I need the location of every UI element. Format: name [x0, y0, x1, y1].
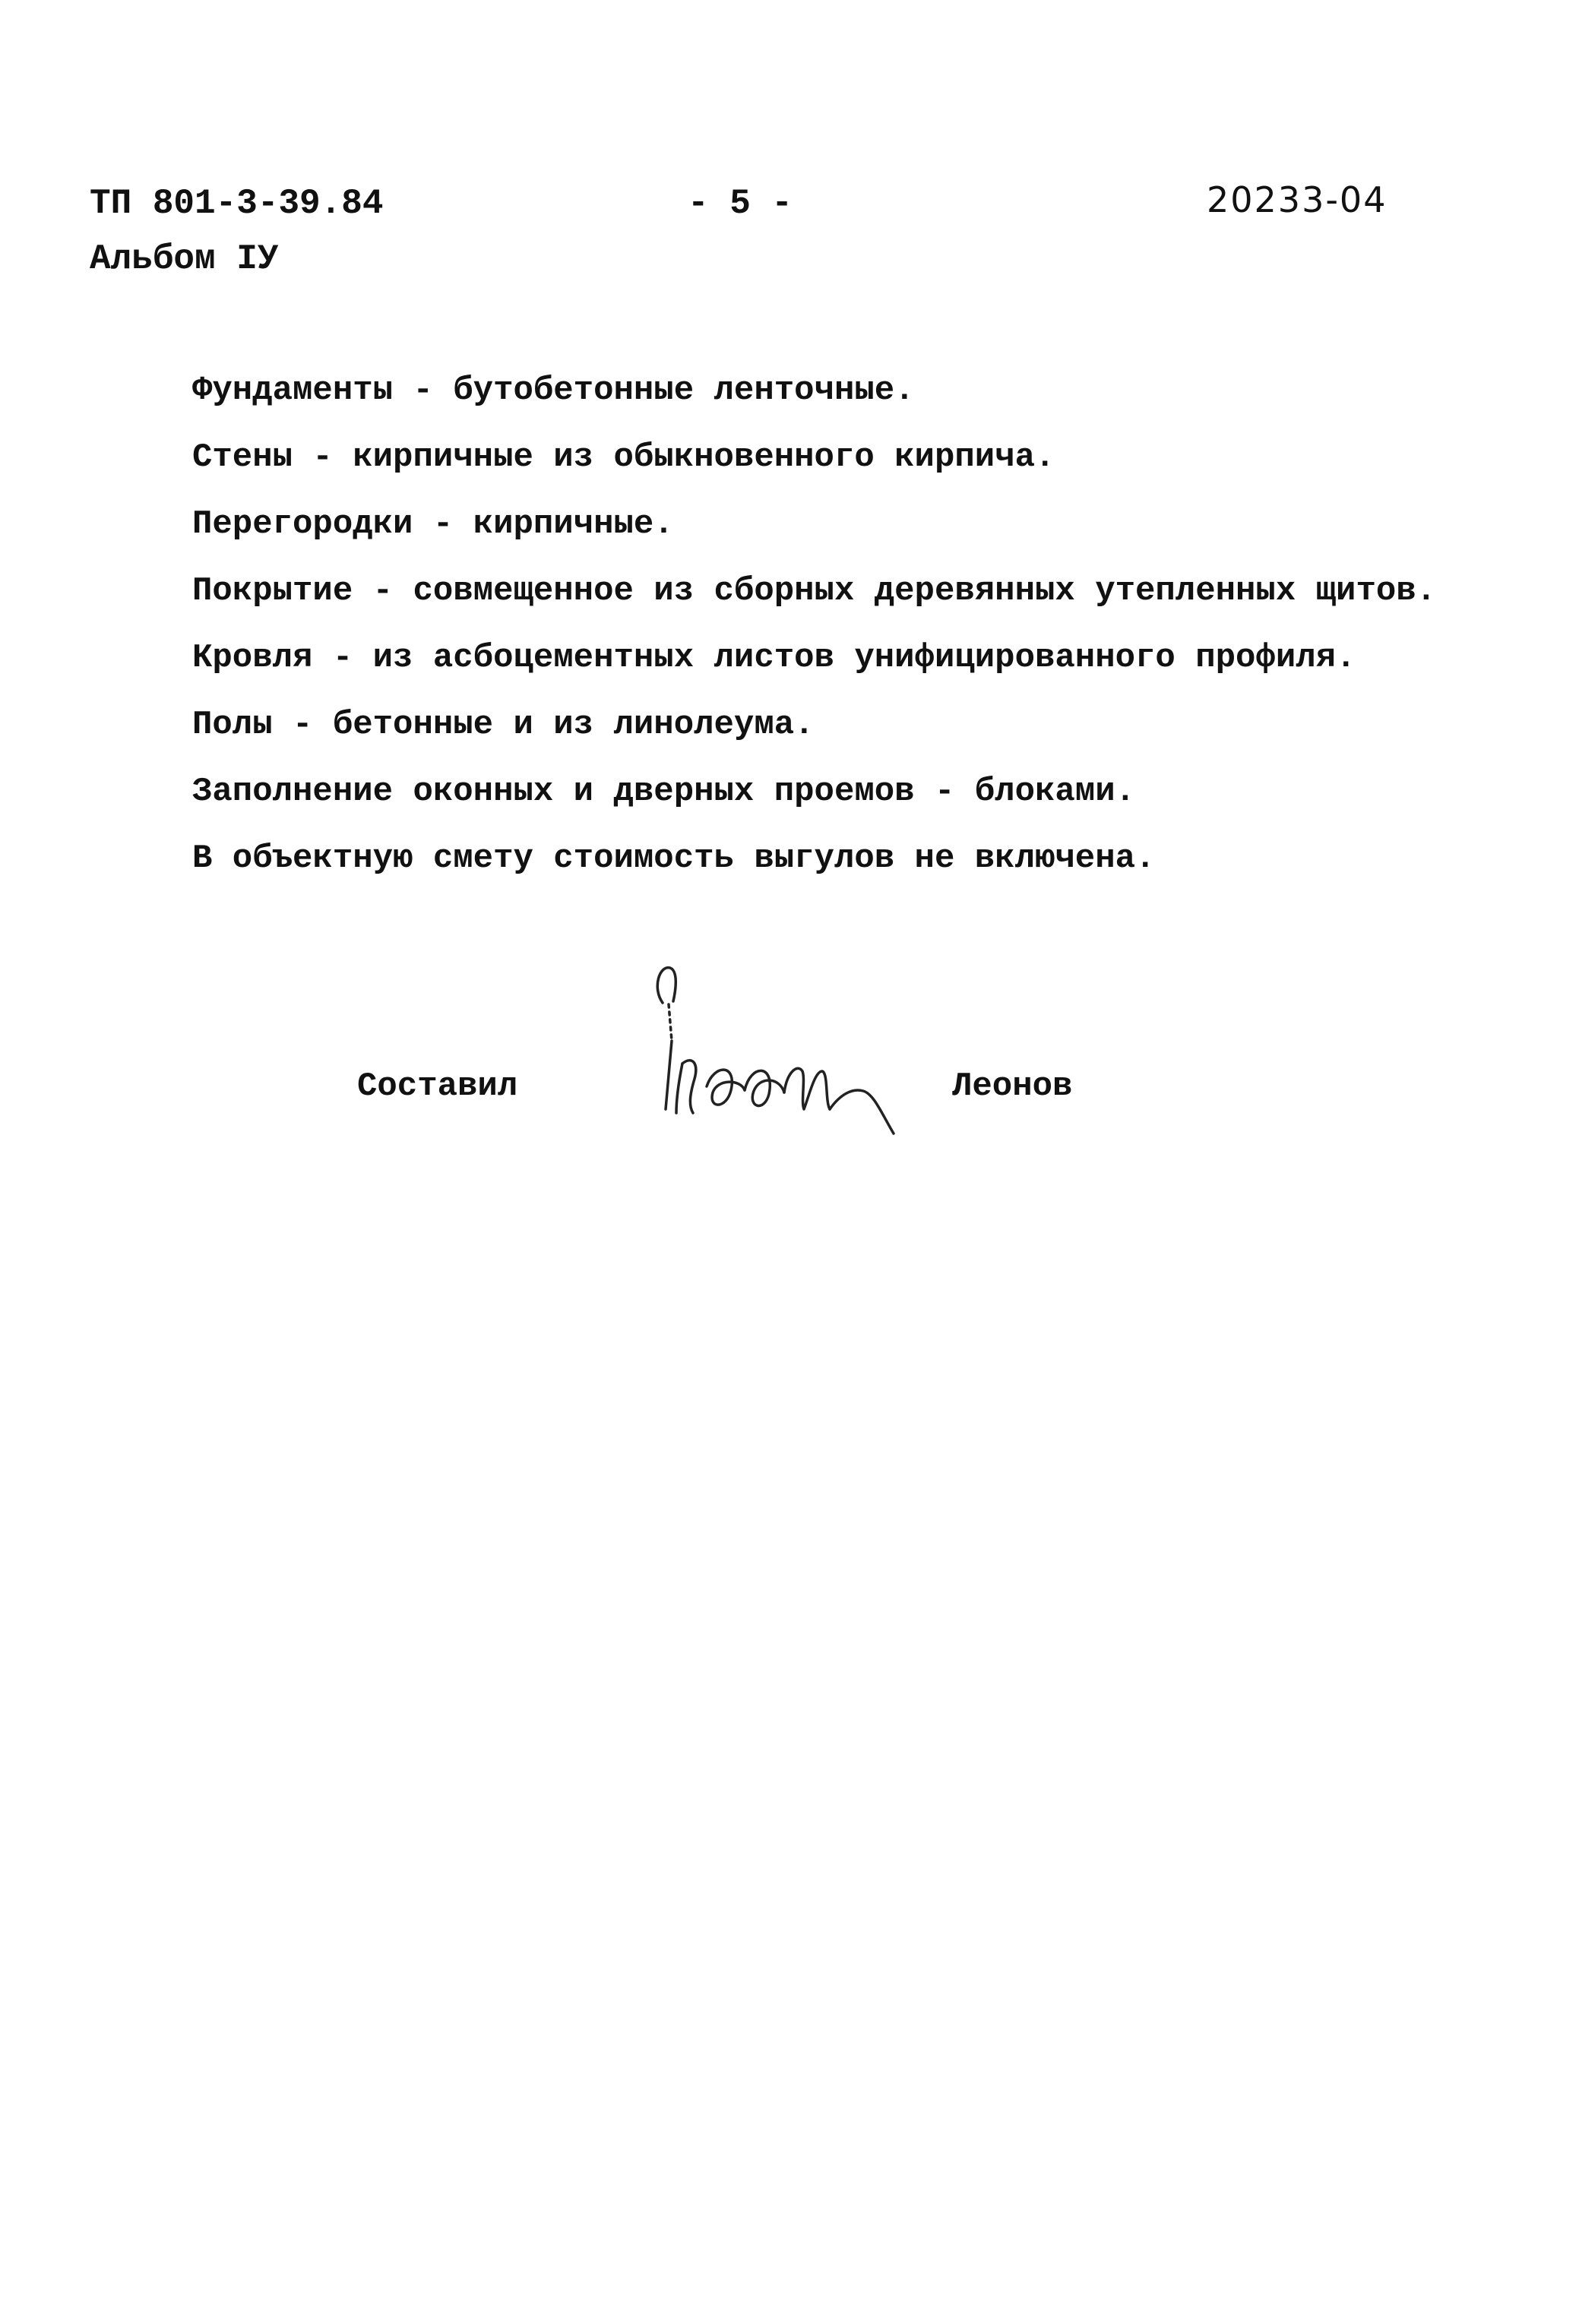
spec-line-foundations: Фундаменты - бутобетонные ленточные.	[192, 372, 915, 409]
handwritten-signature	[646, 957, 935, 1155]
spec-line-roofing: Кровля - из асбоцементных листов унифицированного профиля.	[192, 639, 1356, 677]
album-label: Альбом IУ	[90, 239, 279, 279]
page-number: - 5 -	[688, 184, 793, 223]
compiler-name: Леонов	[952, 1067, 1073, 1105]
spec-line-floors: Полы - бетонные и из линолеума.	[192, 706, 815, 744]
spec-line-estimate-note: В объектную смету стоимость выгулов не включена.	[192, 839, 1156, 877]
spec-line-walls: Стены - кирпичные из обыкновенного кирпича.	[192, 438, 1055, 476]
spec-line-roof-covering: Покрытие - совмещенное из сборных деревянных утепленных щитов.	[192, 572, 1437, 610]
document-code: ТП 801-3-39.84	[90, 184, 384, 223]
specification-list	[192, 357, 1545, 892]
spec-line-partitions: Перегородки - кирпичные.	[192, 505, 674, 543]
inventory-number: 20233-04	[1207, 179, 1388, 220]
spec-line-openings: Заполнение оконных и дверных проемов - блоками.	[192, 773, 1136, 811]
compiled-by-label: Составил	[357, 1067, 518, 1105]
signature-block	[0, 957, 1579, 1155]
